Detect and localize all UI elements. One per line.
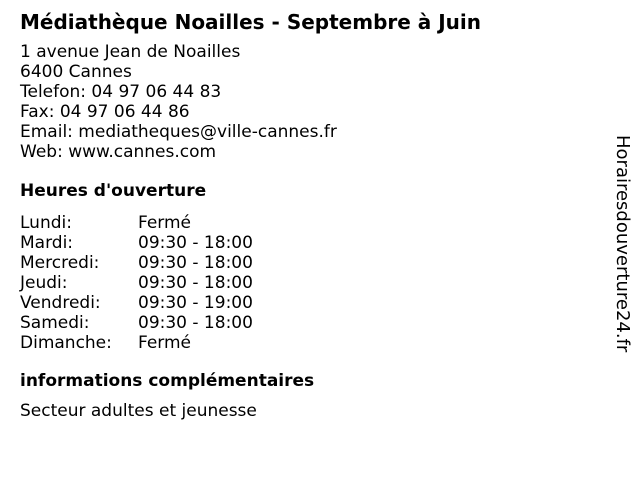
- day-label: Dimanche:: [20, 333, 112, 353]
- opening-hours-list: [20, 213, 590, 353]
- opening-hours-card: [20, 8, 590, 421]
- opening-hours-heading: Heures d'ouverture: [20, 181, 207, 201]
- hours-value: 09:30 - 18:00: [138, 233, 253, 253]
- additional-info-heading: informations complémentaires: [20, 371, 315, 391]
- hours-row-saturday: [20, 313, 590, 333]
- hours-value: Fermé: [138, 333, 192, 353]
- day-label: Samedi:: [20, 313, 90, 333]
- page-title: Médiathèque Noailles - Septembre à Juin: [20, 10, 482, 34]
- day-label: Vendredi:: [20, 293, 101, 313]
- day-label: Mardi:: [20, 233, 74, 253]
- hours-row-friday: [20, 293, 590, 313]
- side-brand-banner: [610, 135, 634, 371]
- hours-row-wednesday: [20, 253, 590, 273]
- hours-value: 09:30 - 18:00: [138, 253, 253, 273]
- brand-watermark-text: Horairesdouverture24.fr: [612, 135, 633, 353]
- fax-number: Fax: 04 97 06 44 86: [20, 102, 190, 122]
- day-label: Lundi:: [20, 213, 72, 233]
- hours-value: 09:30 - 18:00: [138, 273, 253, 293]
- hours-row-tuesday: [20, 233, 590, 253]
- phone-number: Telefon: 04 97 06 44 83: [20, 82, 222, 102]
- day-label: Mercredi:: [20, 253, 100, 273]
- hours-value: Fermé: [138, 213, 192, 233]
- hours-value: 09:30 - 18:00: [138, 313, 253, 333]
- hours-value: 09:30 - 19:00: [138, 293, 253, 313]
- hours-row-monday: [20, 213, 590, 233]
- city-address: 6400 Cannes: [20, 62, 132, 82]
- hours-row-thursday: [20, 273, 590, 293]
- day-label: Jeudi:: [20, 273, 68, 293]
- hours-row-sunday: [20, 333, 590, 353]
- website-address: Web: www.cannes.com: [20, 142, 217, 162]
- contact-block: [20, 42, 590, 162]
- street-address: 1 avenue Jean de Noailles: [20, 42, 241, 62]
- email-address: Email: mediatheques@ville-cannes.fr: [20, 122, 337, 142]
- additional-info-text: Secteur adultes et jeunesse: [20, 401, 257, 421]
